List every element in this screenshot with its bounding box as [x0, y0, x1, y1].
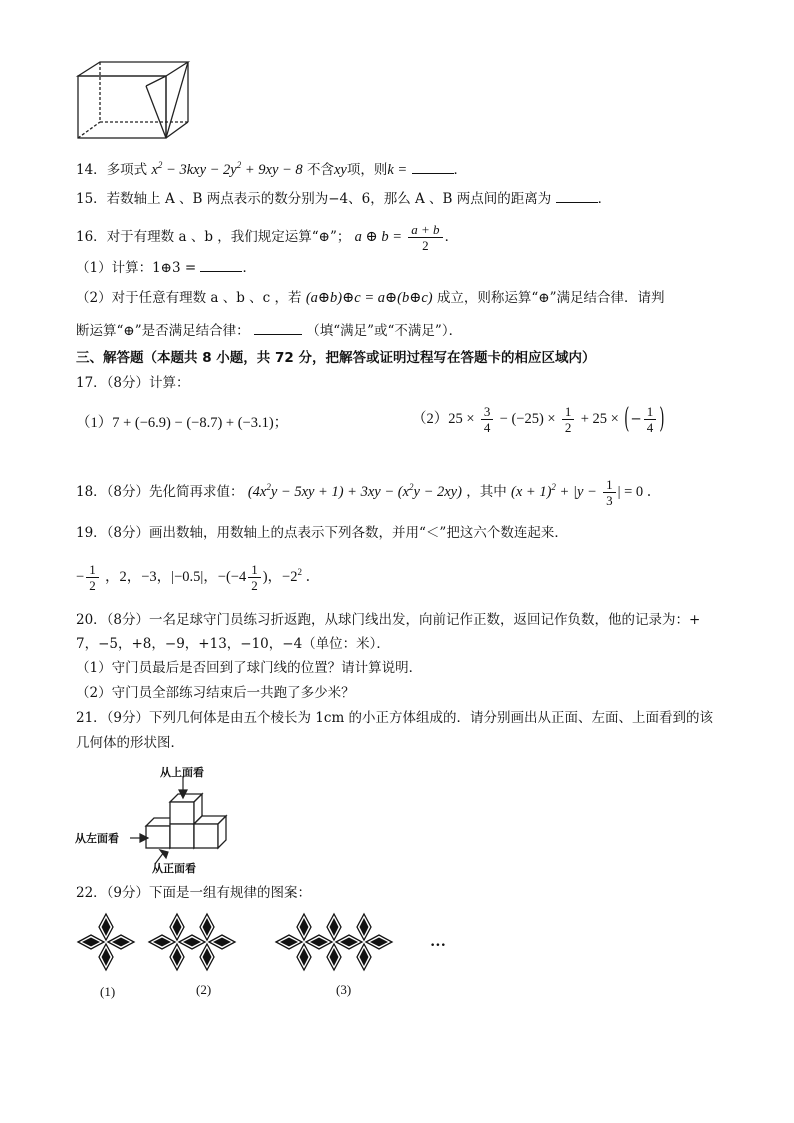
question-16: 16．对于有理数 a 、b ，我们规定运算“⊕”； a ⊕ b = $\frac{a + b}{2}$ ． [76, 222, 459, 253]
answer-blank[interactable] [556, 190, 598, 203]
label-front-view: 从正面看 [152, 862, 196, 875]
question-16-part3: 断运算“⊕”是否满足结合律： （填“满足”或“不满足”）． [76, 323, 463, 339]
question-14: 14．多项式 $x^2 - 3kxy - 2y^2 + 9xy - 8$ 不含xy项，则k = ． [76, 160, 468, 178]
pattern-1 [78, 914, 134, 970]
question-22: 22．（9分）下面是一组有规律的图案： [76, 885, 312, 901]
q14-expression: $x^2 - 3kxy - 2y^2 + 9xy - 8$ [151, 160, 303, 178]
question-18: 18．（8分）先化简再求值： $(4x^2y - 5xy + 1) + 3xy - (x^2y - 2xy)$ ，其中 $(x + 1)^2 + |y$ − $\frac{1}{3}$ | = 0 ． [76, 477, 662, 508]
question-20-line2: 7，−5，+8，−9，+13，−10，−4（单位：米）． [76, 636, 390, 652]
continuation-dots: ••• [430, 941, 446, 951]
question-19-numbers: − $\frac{1}{2}$ ，2，−3，|−0.5|，−(−4 $\frac{1}{2}$ )，$-2^2$ ． [76, 562, 321, 593]
pattern-3 [276, 914, 392, 970]
pattern-2 [149, 914, 235, 970]
answer-blank[interactable] [412, 161, 454, 174]
question-17: 17．（8分）计算： [76, 375, 190, 391]
question-17-part1: （1）7 + (−6.9) − (−8.7) + (−3.1)； [76, 415, 289, 431]
question-21-line2: 几何体的形状图． [76, 735, 184, 751]
answer-blank[interactable] [200, 259, 242, 272]
pattern-label-3: (3) [336, 982, 352, 997]
section-title: 三、解答题（本题共 8 小题，共 72 分，把解答或证明过程写在答题卡的相应区域内） [76, 350, 596, 366]
question-21: 21．（9分）下列几何体是由五个棱长为 1cm 的小正方体组成的．请分别画出从正面、左面、上面看到的该 [76, 710, 714, 726]
question-16-part1: （1）计算：1⊕3 = ． [76, 260, 256, 276]
question-20: 20．（8分）一名足球守门员练习折返跑，从球门线出发，向前记作正数，返回记作负数，他的记录为：+ [76, 612, 701, 628]
question-20-part1: （1）守门员最后是否回到了球门线的位置？请计算说明． [76, 660, 423, 676]
question-15: 15．若数轴上 A 、B 两点表示的数分别为−4、6，那么 A 、B 两点间的距离为 ． [76, 191, 612, 207]
pattern-label-2: (2) [196, 982, 212, 997]
q18-expression: $(4x^2y - 5xy + 1) + 3xy - (x^2y - 2xy)$ [247, 482, 462, 500]
q14-number: 14． [76, 161, 107, 178]
pattern-label-1: (1) [100, 984, 116, 999]
pattern-figures [74, 912, 464, 1004]
label-left-view: 从左面看 [75, 832, 119, 845]
question-19: 19．（8分）画出数轴，用数轴上的点表示下列各数，并用“＜”把这六个数连起来． [76, 525, 568, 541]
view-arrows [100, 772, 210, 870]
prism-figure [74, 58, 194, 142]
answer-blank[interactable] [254, 322, 302, 335]
question-20-part2: （2）守门员全部练习结束后一共跑了多少米？ [76, 685, 355, 701]
fraction: $\frac{a + b}{2}$ [408, 222, 442, 253]
label-top-view: 从上面看 [160, 766, 204, 779]
question-16-part2: （2）对于任意有理数 a 、b 、c ，若 (a⊕b)⊕c = a⊕(b⊕c) 成立，则称运算“⊕”满足结合律．请判 [76, 290, 665, 306]
question-17-part2: （2）25 × $\frac{3}{4}$ − (−25) × $\frac{1}{2}$ + 25 × (− $\frac{1}{4}$ ) [412, 402, 665, 436]
